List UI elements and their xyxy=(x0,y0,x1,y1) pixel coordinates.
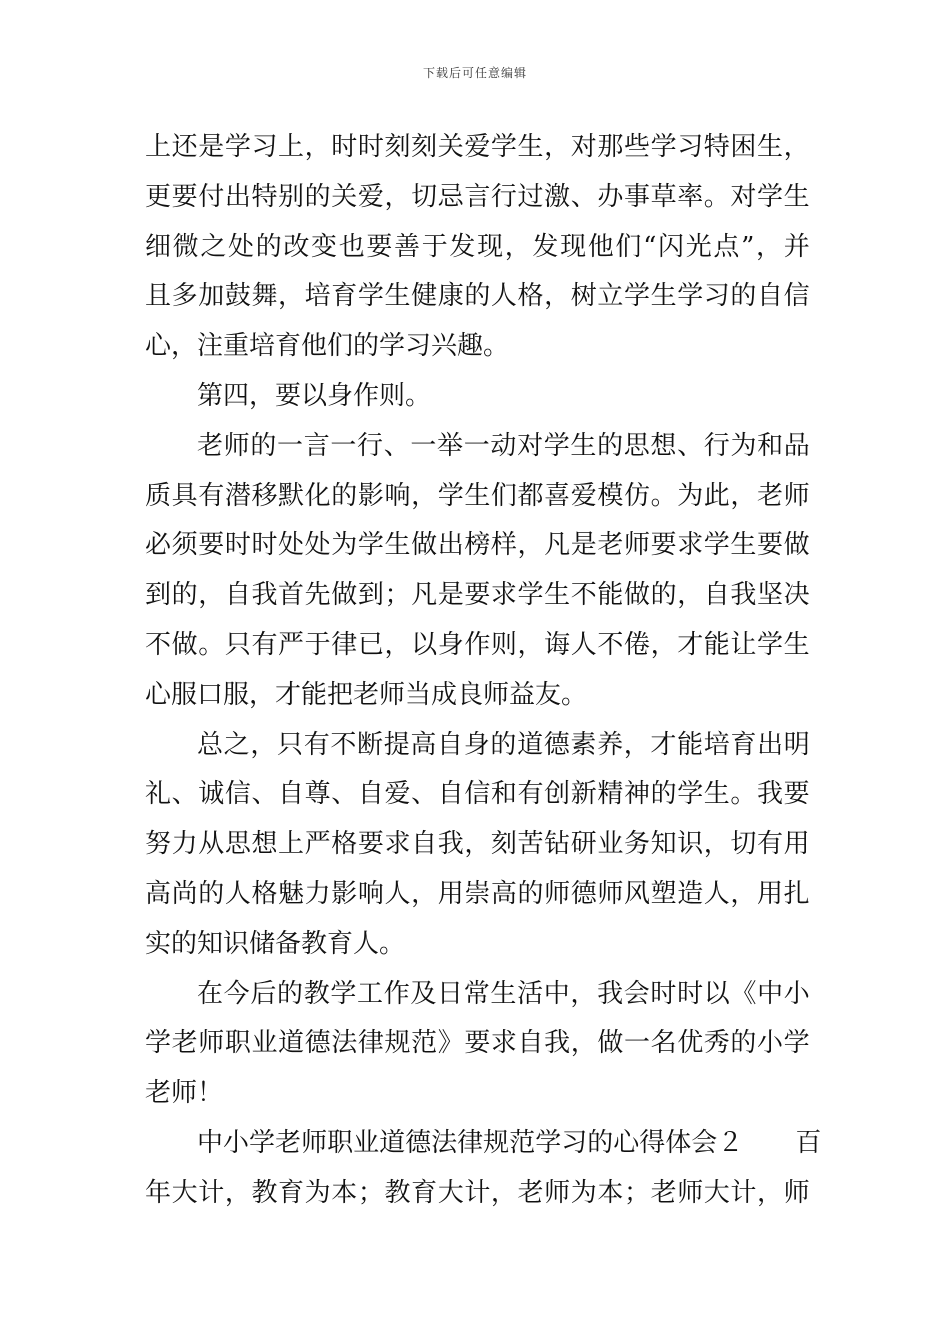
text-line: 老 师 的 一 言 一 行 、 一 举 一 动 对 学 生 的 思 想 、 行 为 和 品 xyxy=(197,430,810,461)
text-line: 第四，要以身作则。 xyxy=(197,380,432,411)
text-line: 老师！ xyxy=(145,1078,224,1109)
text-line: 高 尚 的 人 格 魅 力 影 响 人 ， 用 崇 高 的 师 德 师 风 塑 造 人 ， 用 扎 xyxy=(145,878,810,909)
text-line: 质 具 有 潜 移 默 化 的 影 响 ， 学 生 们 都 喜 爱 模 仿 。 为 此 ， 老 师 xyxy=(145,480,810,511)
text-line: 学 老 师 职 业 道 德 法 律 规 范 》 要 求 自 我 ， 做 一 名 优 秀 的 小 学 xyxy=(145,1028,810,1059)
text-line: 总 之 ， 只 有 不 断 提 高 自 身 的 道 德 素 养 ， 才 能 培 育 出 明 xyxy=(197,729,810,760)
text-line: 努 力 从 思 想 上 严 格 要 求 自 我 ， 刻 苦 钻 研 业 务 知 识 ， 切 有 用 xyxy=(145,829,810,860)
text-line: 上 还 是 学 习 上 ， 时 时 刻 刻 关 爱 学 生 ， 对 那 些 学 习 特 困 生 ， xyxy=(145,132,810,162)
text-line: 心，注重培育他们的学习兴趣。 xyxy=(145,331,510,362)
text-line: 且 多 加 鼓 舞 ， 培 育 学 生 健 康 的 人 格 ， 树 立 学 生 学 习 的 自 信 xyxy=(145,281,810,312)
text-line: 礼 、 诚 信 、 自 尊 、 自 爱 、 自 信 和 有 创 新 精 神 的 学 生 。 我 要 xyxy=(145,779,810,810)
text-line: 必 须 要 时 时 处 处 为 学 生 做 出 榜 样 ， 凡 是 老 师 要 求 学 生 要 做 xyxy=(145,530,810,561)
text-line: 心服口服，才能把老师当成良师益友。 xyxy=(145,679,588,710)
text-line: 在 今 后 的 教 学 工 作 及 日 常 生 活 中 ， 我 会 时 时 以 《 中 小 xyxy=(197,978,810,1009)
document-body xyxy=(145,123,822,1219)
text-line: 到 的 ， 自 我 首 先 做 到 ； 凡 是 要 求 学 生 不 能 做 的 ， 自 我 坚 决 xyxy=(145,580,810,611)
text-line: 更 要 付 出 特 别 的 关 爱 ， 切 忌 言 行 过 激 、 办 事 草 率 。 对 学 生 xyxy=(145,181,810,212)
page-header: 下载后可任意编辑 xyxy=(422,66,527,80)
text-line: 中 小 学 老 师 职 业 道 德 法 律 规 范 学 习 的 心 得 体 会 ２ 百 xyxy=(197,1127,822,1158)
text-line: 年 大 计 ， 教 育 为 本 ； 教 育 大 计 ， 老 师 为 本 ； 老 师 大 计 ， 师 xyxy=(145,1177,810,1208)
text-line: 不 做 。 只 有 严 于 律 已 ， 以 身 作 则 ， 诲 人 不 倦 ， 才 能 让 学 生 xyxy=(145,629,810,660)
text-line: 细 微 之 处 的 改 变 也 要 善 于 发 现 ， 发 现 他 们 “ 闪 光 点 ” ， 并 xyxy=(145,231,810,262)
text-line: 实的知识储备教育人。 xyxy=(145,928,406,959)
